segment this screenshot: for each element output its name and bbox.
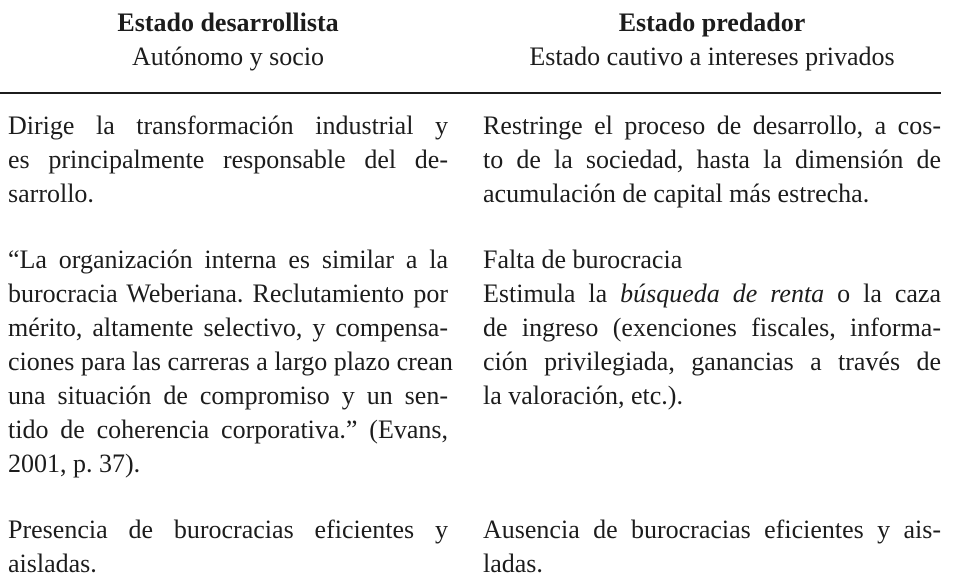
text-line: una situación de compromiso y un sen-: [8, 381, 448, 410]
text-line: acumulación de capital más estrecha.: [483, 179, 870, 208]
text-line: Ausencia de burocracias eficientes y ais-: [483, 515, 941, 544]
text-line: Dirige la transformación industrial y: [8, 111, 448, 140]
text-line: la valoración, etc.).: [483, 381, 683, 410]
cell-heading: Falta de burocracia: [483, 245, 683, 274]
text-line: ciones para las carreras a largo plazo crean: [8, 347, 453, 376]
row-1-right-cell: [483, 109, 941, 211]
italic-term: búsqueda de renta: [620, 279, 825, 308]
text-run: o la caza: [824, 279, 941, 308]
text-line: [483, 277, 941, 311]
text-line: mérito, altamente selectivo, y compensa-: [8, 313, 448, 342]
text-run: Estimula la: [483, 279, 621, 308]
text-line: to de la sociedad, hasta la dimensión de: [483, 145, 941, 174]
text-line: Restringe el proceso de desarrollo, a cos-: [483, 111, 941, 140]
text-line: es principalmente responsable del de-: [8, 145, 448, 174]
row-2-left-cell: [8, 243, 453, 481]
column-subtitle: Autónomo y socio: [131, 42, 325, 71]
row-3-right-cell: [483, 513, 941, 581]
header-divider: [0, 92, 941, 94]
text-line: Presencia de burocracias eficientes y: [8, 515, 448, 544]
text-line: 2001, p. 37).: [8, 449, 141, 478]
text-line: ladas.: [483, 549, 543, 578]
text-line: sarrollo.: [8, 179, 94, 208]
text-line: tido de coherencia corporativa.” (Evans,: [8, 415, 448, 444]
column-subtitle: Estado cautivo a intereses privados: [529, 42, 895, 71]
header-estado-predador: [483, 6, 941, 74]
text-line: ción privilegiada, ganancias a través de: [483, 347, 941, 376]
column-title: Estado desarrollista: [117, 8, 339, 37]
column-title: Estado predador: [618, 8, 806, 37]
text-line: aisladas.: [8, 549, 97, 578]
row-1-left-cell: [8, 109, 448, 211]
text-line: burocracia Weberiana. Reclutamiento por: [8, 279, 448, 308]
text-line: “La organización interna es similar a la: [8, 245, 448, 274]
header-estado-desarrollista: [8, 6, 448, 74]
row-3-left-cell: [8, 513, 448, 581]
text-line: de ingreso (exenciones fiscales, informa-: [483, 313, 941, 342]
row-2-right-cell: [483, 243, 941, 413]
